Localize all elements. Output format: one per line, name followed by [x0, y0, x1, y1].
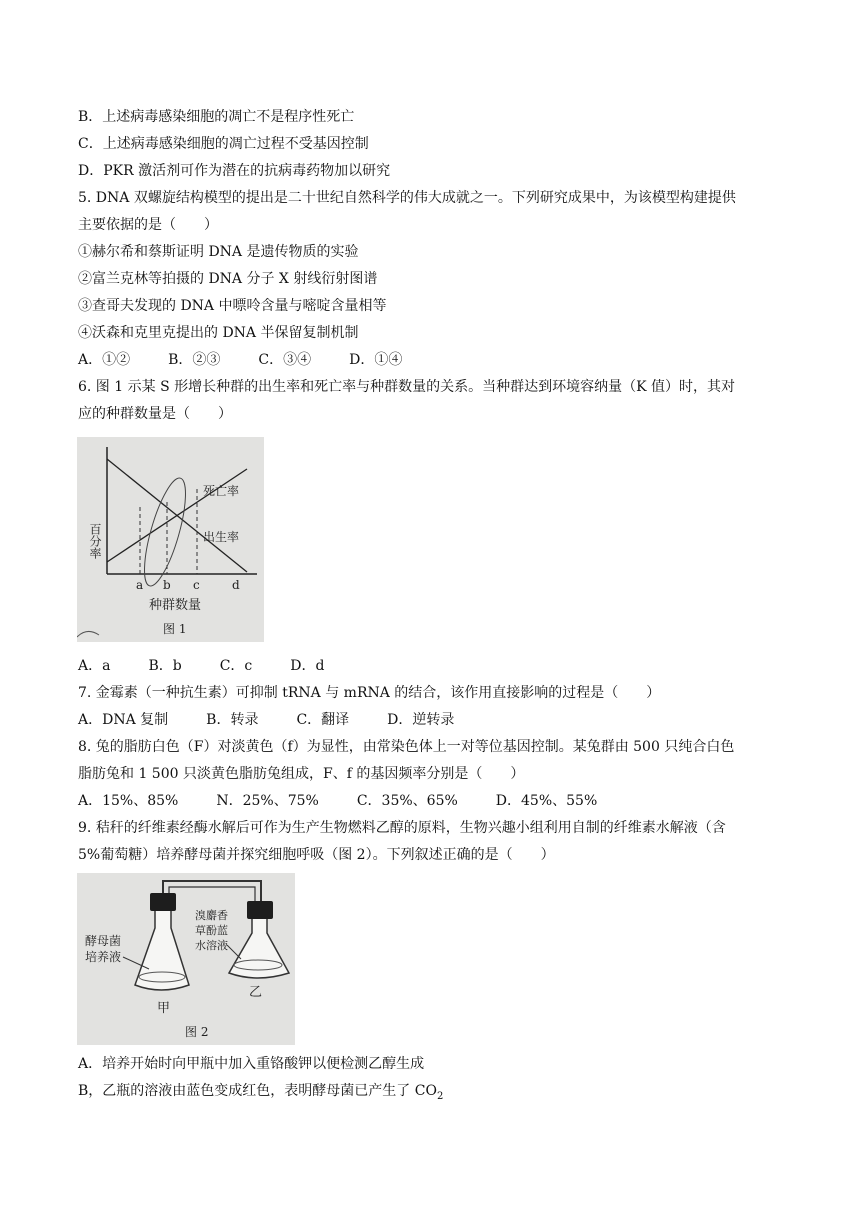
q6-stem-line2: 应的种群数量是（ ） — [78, 406, 232, 422]
q5-stem-line2: 主要依据的是（ ） — [78, 217, 218, 233]
q9-stem-line2: 5%葡萄糖）培养酵母菌并探究细胞呼吸（图 2）。下列叙述正确的是（ ） — [78, 847, 555, 863]
figure-2-flask-2-label: 乙 — [249, 985, 263, 1000]
q5-item-1: ①赫尔希和蔡斯证明 DNA 是遗传物质的实验 — [78, 244, 359, 260]
q9-option-a: A．培养开始时向甲瓶中加入重铬酸钾以便检测乙醇生成 — [78, 1056, 425, 1072]
q5-options — [78, 350, 440, 370]
q7-option-b: B．转录 — [206, 712, 259, 728]
q7-option-d: D．逆转录 — [387, 712, 455, 728]
q6-options — [78, 656, 362, 676]
q7-options — [78, 710, 492, 730]
figure-1-image — [77, 437, 264, 642]
q6-option-c: C．c — [219, 658, 253, 674]
figure-1-ylabel: 百分率 — [88, 523, 102, 559]
figure-2-stopper-1 — [150, 893, 176, 911]
figure-2-mid-label-3: 水溶液 — [195, 939, 228, 952]
figure-2-left-label-1: 酵母菌 — [85, 934, 122, 948]
figure-2-stopper-2 — [247, 901, 273, 919]
figure-1-birth-label: 出生率 — [203, 530, 240, 544]
figure-2-left-label-2: 培养液 — [85, 950, 122, 964]
q5-stem-line1: 5. DNA 双螺旋结构模型的提出是二十世纪自然科学的伟大成就之一。下列研究成果中，为该模型构建提供 — [78, 190, 736, 206]
q6-option-a: A．a — [78, 658, 111, 674]
figure-2-caption: 图 2 — [185, 1025, 209, 1039]
figure-1-tick-a: a — [136, 578, 144, 592]
q4-option-b: B．上述病毒感染细胞的凋亡不是程序性死亡 — [78, 109, 355, 125]
q8-option-c: C．35%、65% — [356, 793, 458, 809]
q6-option-b: B．b — [148, 658, 182, 674]
q9-option-b-subscript: 2 — [436, 1090, 444, 1102]
q9-option-b — [78, 1081, 443, 1107]
figure-1 — [77, 437, 264, 646]
q5-item-2: ②富兰克林等拍摄的 DNA 分子 X 射线衍射图谱 — [78, 271, 378, 287]
q5-option-d: D．①④ — [349, 352, 403, 368]
q8-option-b: N．25%、75% — [216, 793, 319, 809]
q8-option-a: A．15%、85% — [78, 793, 179, 809]
q5-item-4: ④沃森和克里克提出的 DNA 半保留复制机制 — [78, 325, 359, 341]
figure-1-death-label: 死亡率 — [203, 484, 240, 498]
q5-option-c: C．③④ — [258, 352, 312, 368]
q6-option-d: D．d — [290, 658, 325, 674]
figure-2 — [77, 873, 295, 1049]
q8-options — [78, 791, 635, 811]
figure-2-image — [77, 873, 295, 1045]
figure-1-tick-c: c — [193, 578, 200, 592]
q9-stem-line1: 9. 秸秆的纤维素经酶水解后可作为生产生物燃料乙醇的原料，生物兴趣小组利用自制的纤维素水解液（含 — [78, 820, 726, 836]
figure-2-mid-label-2: 草酚蓝 — [195, 924, 228, 937]
q4-option-d: D．PKR 激活剂可作为潜在的抗病毒药物加以研究 — [78, 163, 391, 179]
figure-1-tick-b: b — [163, 578, 171, 592]
q6-stem-line1: 6. 图 1 示某 S 形增长种群的出生率和死亡率与种群数量的关系。当种群达到环境容纳量（K 值）时，其对 — [78, 379, 736, 395]
q9-option-b-text: B，乙瓶的溶液由蓝色变成红色，表明酵母菌已产生了 CO — [78, 1083, 437, 1099]
figure-1-xlabel: 种群数量 — [149, 598, 202, 613]
figure-1-tick-d: d — [232, 578, 240, 592]
q7-option-c: C．翻译 — [296, 712, 350, 728]
figure-1-caption: 图 1 — [163, 622, 187, 636]
q5-option-a: A．①② — [78, 352, 131, 368]
q5-item-3: ③查哥夫发现的 DNA 中嘌呤含量与嘧啶含量相等 — [78, 298, 387, 314]
q8-stem-line1: 8. 兔的脂肪白色（F）对淡黄色（f）为显性，由常染色体上一对等位基因控制。某兔群由 500 只纯合白色 — [78, 739, 735, 755]
q7-option-a: A．DNA 复制 — [78, 712, 169, 728]
q5-option-b: B．②③ — [168, 352, 221, 368]
q8-stem-line2: 脂肪兔和 1 500 只淡黄色脂肪兔组成，F、f 的基因频率分别是（ ） — [78, 766, 525, 782]
q7-stem: 7. 金霉素（一种抗生素）可抑制 tRNA 与 mRNA 的结合，该作用直接影响的过程是（ ） — [78, 685, 661, 701]
figure-2-mid-label-1: 溴麝香 — [195, 909, 228, 922]
figure-2-flask-1-label: 甲 — [157, 1001, 171, 1016]
q8-option-d: D．45%、55% — [495, 793, 598, 809]
q4-option-c: C．上述病毒感染细胞的凋亡过程不受基因控制 — [78, 136, 369, 152]
